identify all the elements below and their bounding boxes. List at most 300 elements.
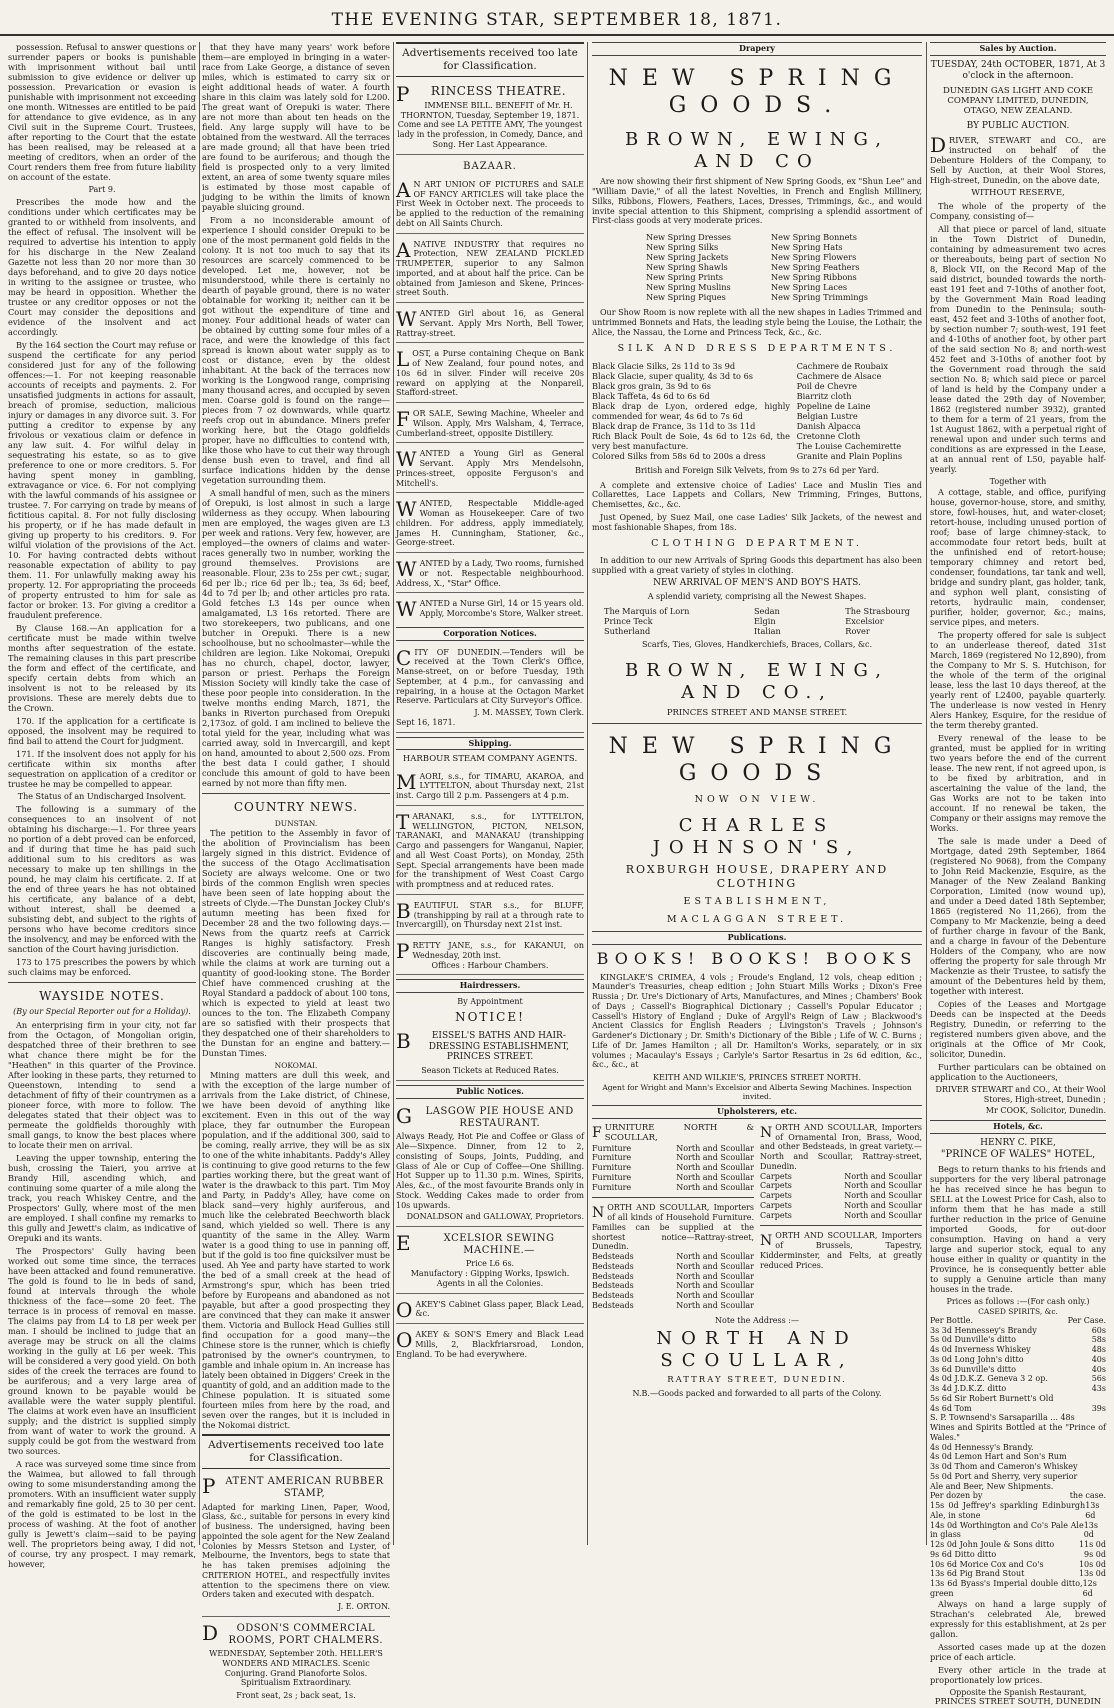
table-row-cell: Carpets bbox=[760, 1210, 792, 1220]
price-row-cell: 14s 0d Worthington and Co's Pale Ale in glass bbox=[930, 1520, 1084, 1540]
table-row bbox=[592, 1262, 754, 1272]
price-row-cell: 3s 3d Hennessey's Brandy bbox=[930, 1325, 1037, 1335]
department-title: SILK AND DRESS DEPARTMENTS. bbox=[617, 343, 897, 355]
ad-heading: HARBOUR STEAM COMPANY AGENTS. bbox=[402, 754, 578, 765]
ad-signature: J. M. MASSEY, Town Clerk. bbox=[474, 708, 584, 718]
ad-address: MACLAGGAN STREET. bbox=[666, 913, 848, 925]
price-row-cell: 4s 0d Hennessy's Brandy. bbox=[930, 1442, 1034, 1452]
ad-body: EISSEL'S BATHS AND HAIR-DRESSING ESTABLISHMENT, PRINCES STREET. bbox=[428, 1030, 570, 1063]
ad-body: OR SALE, Sewing Machine, Wheeler and Wilson. Apply, Mrs Walsham, 4, Terrace, Cumberland-street, opposite Distillery. bbox=[396, 409, 584, 438]
price-row-cell: 10s 6d Morice Cox and Co's bbox=[930, 1559, 1044, 1569]
hotel-address: Opposite the Spanish Restaurant, bbox=[949, 1687, 1087, 1697]
hotel-paragraph: Every other article in the trade at proportionately low prices. bbox=[930, 1664, 1106, 1685]
bedstead-rows bbox=[592, 1252, 754, 1311]
masthead bbox=[0, 0, 1114, 36]
ad-glasgow-pie bbox=[396, 1103, 584, 1227]
price-row-cell: 13s 6d Pig Brand Stout bbox=[930, 1569, 1025, 1579]
list-item: New Spring Dresses bbox=[646, 232, 731, 243]
column-3 bbox=[396, 42, 584, 1545]
price-row bbox=[930, 1452, 1106, 1462]
ad-address: RATTRAY STREET, DUNEDIN. bbox=[667, 1375, 847, 1386]
table-row bbox=[592, 1183, 754, 1193]
table-row bbox=[760, 1211, 922, 1221]
table-row-cell: North and Scoullar bbox=[844, 1171, 922, 1181]
drop-cap: W bbox=[396, 597, 417, 622]
ad-heading: ATENT AMERICAN RUBBER STAMP, bbox=[225, 1476, 384, 1500]
department-title: CLOTHING DEPARTMENT. bbox=[651, 538, 863, 550]
price-row bbox=[930, 1345, 1106, 1355]
section-heading: The Status of an Undischarged Insolvent. bbox=[17, 791, 187, 801]
ad-body: OST, a Purse containing Cheque on Bank of New Zealand, four pound notes, and 10s 6d in silver. Finder will receive 20s reward on applying at the Nonpareil, Stafford-street. bbox=[396, 349, 584, 398]
ad-body: Adapted for marking Linen, Paper, Wood, Glass, &c., suitable for persons in every kind of business. The undersigned, having been appointed the sole agent for the New Zealand Colonies by Messrs Stetson and Lyster, of Melbourne, the Inventors, begs to state that he has taken premises adjoining the CRITERION HOTEL, and respectfully invites attention to the specimens there on view. Orders taken and executed with despatch. bbox=[202, 1502, 390, 1600]
drop-cap: F bbox=[396, 407, 410, 432]
category-header: Hotels, &c. bbox=[930, 1120, 1106, 1134]
ad-taranaki bbox=[396, 809, 584, 895]
table-row-cell: North and Scoullar bbox=[676, 1300, 754, 1310]
table-row bbox=[592, 1163, 754, 1173]
dateline: DUNSTAN. bbox=[274, 818, 318, 828]
list-right bbox=[771, 232, 868, 302]
ad-note: Note the Address :— bbox=[715, 1315, 799, 1325]
price-row bbox=[930, 1579, 1106, 1599]
price-row bbox=[930, 1443, 1106, 1453]
price-row bbox=[930, 1374, 1106, 1384]
price-row-cell: 13s 6d Byass's Imperial double ditto, green bbox=[930, 1579, 1083, 1598]
classified-header: Advertisements received too late for Classification. bbox=[396, 42, 584, 77]
article-paragraph: From a no inconsiderable amount of experience I should consider Orepuki to be one of the most permanent gold fields in the colony. It is not too much to say that its resources are scarcely commenced to be developed. Let me, however, not be misunderstood, while there is certainly no dearth of payable ground, there is no water obtainable for working it; neither can it be got without the expenditure of time and money. Four additional heads of water can be obtained by cutting some four miles of a race, and were the knowledge of this fact spread is known about water supply as to cost or distance, even by the oldest inhabitant. At the back of the terraces now working is the Longwood range, comprising many thousand acres, and occupied by seven men. Coarse gold is found on the range—pieces from 7 oz downwards, while quartz reefs crop out in abundance. Miners prefer working here, but the Otago goldfields proper, have no difficulties to contend with, like those who have to cut their way through dense bush even to travel, and find all surface indications hidden by the dense vegetation surrounding them. bbox=[202, 215, 390, 485]
table-row-cell: North and Scoullar bbox=[844, 1210, 922, 1220]
price-row bbox=[930, 1355, 1106, 1365]
drop-cap: W bbox=[396, 557, 417, 582]
price-row bbox=[930, 1501, 1106, 1521]
hotel-owner: HENRY C. PIKE, bbox=[980, 1137, 1056, 1148]
ad-oakey bbox=[396, 1327, 584, 1363]
drop-cap: A bbox=[396, 237, 411, 262]
drop-cap: P bbox=[202, 1474, 216, 1499]
table-row bbox=[592, 1291, 754, 1301]
column-rule bbox=[926, 42, 927, 1545]
ad-body: KINGLAKE'S CRIMEA, 4 vols ; Froude's England, 12 vols, cheap edition ; Maunder's Treasuries, cheap edition ; John Stuart Mills Works ; Dixon's Free Russia ; Dr. Ure's Dictionary of Arts, Manufactures, and Mines ; Chambers' Book of Days ; Cassell's Biographical Dictionary ; Cassell's Popular Educator ; Cassell's History of England ; Duke of Argyll's Reign of Law ; Blackwood's Ancient Classics for English Readers ; Livingston's Travels ; Johnson's Gardener's Dictionary ; Dr. Smith's Dictionary of the Bible ; Life of W. C. Burns ; Life of Dr. James Hamilton ; all Dr. Hamilton's Works, separately, or in six volumes ; Macaulay's Essays ; Carlyle's Sartor Resartus in 2s 6d edition, &c., &c., &c., at bbox=[592, 972, 922, 1070]
list-item: Cachmere de Roubaix bbox=[796, 360, 888, 371]
table-row-cell: Bedsteads bbox=[592, 1300, 634, 1310]
ad-body: Agent for Wright and Mann's Excelsior and Alberta Sewing Machines. Inspection invited. bbox=[602, 1082, 912, 1101]
ad-body: Are now showing their first shipment of New Spring Goods, ex "Shun Lee" and "William Davie," of all the latest Novelties, in French and English Millinery, Silks, Ribbons, Flowers, Feathers, Laces, Dresses, Trimmings, &c., and would invite special attention to this Shipment, comprising a splendid assortment of First-class goods at very moderate prices. bbox=[592, 177, 922, 226]
table-row-cell: North and Scoullar bbox=[844, 1191, 922, 1201]
table-row bbox=[760, 1181, 922, 1191]
column-1 bbox=[8, 42, 196, 1569]
ad-wanted bbox=[396, 596, 584, 623]
list-item: Granite and Plain Poplins bbox=[796, 450, 903, 461]
price-row-cell: 4s 0d Inverness Whiskey bbox=[930, 1345, 1031, 1355]
auction-paragraph: Every renewal of the lease to be granted, must be applied for in writing two years before the end of the current lease. The new rent, if not agreed upon, is to be fixed by arbitration, and in ascertaining the value of the land, the Gas Works are not to be taken into account. If no renewal be taken, the Company or their assigns may remove the Works. bbox=[930, 732, 1106, 833]
ad-title: BOOKS! BOOKS! BOOKS bbox=[596, 949, 918, 969]
ad-address: PRINCES STREET AND MANSE STREET. bbox=[666, 707, 848, 718]
ad-footer: Offices : Harbour Chambers. bbox=[431, 960, 549, 970]
ad-body: NATIVE INDUSTRY that requires no Protection, NEW ZEALAND PICKLED TRUMPETER, superior to any Salmon imported, and at about half the price. Can be obtained from Jamieson and Skene, Princes-street South. bbox=[396, 239, 584, 298]
article-paragraph: The petition to the Assembly in favor of the abolition of Provincialism has been largely signed in this district. Evidence of the success of the Otago Acclimatisation Society are always welcome. One or two birds of the common English wren species have been seen of late hopping about the streets of Clyde.—The Dunstan Jockey Club's autumn meeting has been fixed for December 28 and the two following days.—News from the quartz reefs at Carrick Ranges is highly satisfactory. Fresh discoveries are continually being made, while the claims at work are turning out a quantity of good-looking stone. The Border Chief have commenced crushing at the Royal Standard a paddock of about 100 tons, which is expected to yield at least two ounces to the ton. The Elizabeth Company are so satisfied with their prospects that they despatched one of their shareholders to the Dunstan for an engine and battery.—Dunstan Times. bbox=[202, 827, 390, 1058]
table-row-cell: Carpets bbox=[760, 1181, 792, 1191]
hotel-name: "PRINCE OF WALES" HOTEL, bbox=[940, 1148, 1096, 1160]
ad-body: EAUTIFUL STAR s.s., for BLUFF, (transhipping by rail at a through rate to Invercargill), on Thursday next 21st inst. bbox=[396, 900, 584, 930]
drop-cap: M bbox=[396, 769, 417, 794]
ad-body: AKEY'S Cabinet Glass paper, Black Lead, &c. bbox=[415, 1299, 584, 1319]
table-row-cell: Furniture bbox=[592, 1143, 632, 1153]
ad-body bbox=[592, 1203, 754, 1252]
ad-date: Sept 16, 1871. bbox=[396, 717, 456, 727]
table-row bbox=[592, 1144, 754, 1154]
price-row bbox=[930, 1394, 1106, 1404]
ad-subheading: NOW ON VIEW. bbox=[694, 793, 820, 805]
ad-subheading: By Appointment bbox=[457, 997, 523, 1007]
price-heading: Prices as follows :—(For cash only.) bbox=[946, 1297, 1090, 1306]
price-row-cell: 5s 0d Dunville's ditto bbox=[930, 1335, 1016, 1345]
ad-body bbox=[760, 1231, 922, 1270]
table-row-cell: North and Scoullar bbox=[676, 1163, 754, 1173]
ad-subheading: ROXBURGH HOUSE, DRAPERY AND CLOTHING bbox=[625, 863, 889, 890]
ad-body: Our Show Room is now replete with all the new shapes in Ladies Trimmed and untrimmed Bonnets and Hats, the leading style being the Louise, the Lothair, the Alice, the Nassau, the Lorne and Princess Teck, &c., &c. bbox=[592, 308, 922, 337]
drop-cap: N bbox=[592, 1205, 605, 1222]
price-subheading: Ale and Beer, New Shipments. bbox=[930, 1481, 1054, 1491]
ad-trumpeter bbox=[396, 237, 584, 304]
ad-body: RETTY JANE, s.s., for KAKANUI, on Wednesday, 20th inst. bbox=[412, 941, 584, 960]
price-col-label: Per Bottle. bbox=[930, 1315, 974, 1325]
ad-oakey bbox=[396, 1297, 584, 1325]
ad-title: NORTH AND SCOULLAR, bbox=[656, 1328, 858, 1372]
category-header: Shipping. bbox=[396, 737, 584, 751]
price-row bbox=[930, 1462, 1106, 1472]
list-col bbox=[845, 606, 910, 636]
list-item: Rover bbox=[845, 626, 870, 637]
price-row bbox=[930, 1365, 1106, 1375]
price-row bbox=[930, 1560, 1106, 1570]
category-header: Upholsterers, etc. bbox=[592, 1105, 922, 1119]
divider bbox=[592, 1197, 754, 1198]
price-row-cell: 4s 0d Lemon Hart and Son's Rum bbox=[930, 1452, 1067, 1462]
ad-heading: XCELSIOR SEWING MACHINE.— bbox=[443, 1233, 555, 1257]
price-subheading: CASED SPIRITS, &c. bbox=[978, 1306, 1058, 1316]
price-row-cell: 12s 6d bbox=[1082, 1579, 1097, 1598]
drop-cap: O bbox=[396, 1328, 413, 1353]
table-row-cell: Bedsteads bbox=[592, 1252, 634, 1262]
ad-body: Manufactory : Gipping Works, Ipswich. Agents in all the Colonies. bbox=[410, 1269, 570, 1288]
ad-body: ANTED by a Lady, Two rooms, furnished or not. Respectable neighbourhood. Address, X., "Star" Office. bbox=[396, 559, 584, 588]
ad-body: ANTED a Young Girl as General Servant. Apply Mrs Mendelsohn, Princes-street, opposite Ferguson's and Mitchell's. bbox=[396, 449, 584, 488]
price-row-cell: 3s 0d Thom and Cameron's Whiskey bbox=[930, 1462, 1078, 1472]
column-rule bbox=[393, 42, 394, 1545]
drop-cap: B bbox=[396, 898, 411, 923]
auction-signature: DRIVER STEWART and CO., At their Wool Stores, High-street, Dunedin ; bbox=[935, 1084, 1106, 1104]
drop-cap: L bbox=[396, 347, 410, 372]
price-row-cell: 9s 6d Ditto ditto bbox=[930, 1549, 997, 1559]
drop-cap: D bbox=[930, 132, 947, 157]
price-list bbox=[930, 1326, 1106, 1414]
price-col-label: Per Case. bbox=[1067, 1315, 1106, 1325]
ad-dodson bbox=[202, 1620, 390, 1705]
list-item: Colored Silks from 58s 6d to 200s a dress bbox=[592, 450, 766, 461]
auction-company: DUNEDIN GAS LIGHT AND COKE COMPANY LIMITED, DUNEDIN, OTAGO, NEW ZEALAND. bbox=[942, 85, 1094, 117]
price-row bbox=[930, 1550, 1106, 1560]
article-title: WAYSIDE NOTES. bbox=[39, 988, 165, 1003]
ad-body-text: ORTH AND SCOULLAR, Importers of Brussels, Tapestry, Kidderminster, and Felts, at greatly reduced Prices. bbox=[760, 1231, 922, 1270]
spring-goods-list bbox=[592, 232, 922, 302]
price-row-cell: 13s 6d bbox=[1085, 1501, 1100, 1520]
furniture-rows bbox=[592, 1144, 754, 1193]
price-header-row bbox=[930, 1316, 1106, 1326]
list-item: New Spring Laces bbox=[770, 282, 848, 293]
ad-body: Always Ready, Hot Pie and Coffee or Glass of Ale—Sixpence. Dinner, from 12 to 2, consisting of Soups, Joints, Pudding, and Glass of Ale or Cup of Coffee—One Shilling. Hot Supper up to 11.30 p.m. Wines, Spirits, Ales, &c., of the most favourite Brands only in Stock. Wedding Cakes made to order from 10s upwards. bbox=[396, 1132, 584, 1210]
table-row-cell: Carpets bbox=[760, 1191, 792, 1201]
wine-list bbox=[930, 1443, 1106, 1482]
price-row-cell: 13s 0d bbox=[1078, 1569, 1106, 1579]
list-item: Belgian Lustre bbox=[796, 410, 858, 421]
auction-text-body: RIVER, STEWART and CO., are instructed on behalf of the Debenture Holders of the Company, to Sell by Auction, at their Wool Stores, High-street, Dunedin, on the above date, bbox=[930, 134, 1106, 185]
auction-signature: Mr COOK, Solicitor, Dunedin. bbox=[985, 1106, 1106, 1116]
ad-pretty-jane bbox=[396, 938, 584, 975]
auction-paragraph: The whole of the property of the Company, consisting of— bbox=[930, 201, 1106, 222]
table-row-cell: Furniture bbox=[592, 1182, 632, 1192]
table-row-cell: Bedsteads bbox=[592, 1291, 634, 1301]
list-item: Biarritz cloth bbox=[796, 390, 852, 401]
table-row-cell: North and Scoullar bbox=[676, 1281, 754, 1291]
price-row bbox=[930, 1569, 1106, 1579]
ad-heading: LASGOW PIE HOUSE AND RESTAURANT. bbox=[425, 1105, 574, 1130]
list-item: Black drap de Lyon, ordered edge, highly commended for wear, 4s 6d to 7s 6d bbox=[592, 400, 790, 421]
article-paragraph: 173 to 175 prescribes the powers by which such claims may be enforced. bbox=[8, 956, 196, 977]
section-heading: Part 9. bbox=[88, 185, 116, 194]
list-item: New Spring Trimmings bbox=[770, 292, 868, 303]
list-item: Elgin bbox=[753, 616, 776, 627]
column-rule bbox=[199, 42, 200, 1545]
table-row bbox=[592, 1252, 754, 1262]
table-row-cell: North and Scoullar bbox=[844, 1181, 922, 1191]
article-paragraph: possession. Refusal to answer questions or surrender papers or books is punishable with imprisonment without bail until submission to give evidence or deliver up possession. Prevarication or evasion is punishable with imprisonment not exceeding one month. Witnesses are entitled to be paid for attendance to give evidence, as in any Civil suit in the Supreme Court. Trustees, after reporting to the Court that the estate has been realised, may be released at a meeting of creditors, when an order of the Court renders them free from future liability on account of the estate. bbox=[8, 42, 196, 182]
hotel-paragraph: Assorted cases made up at the dozen price of each article. bbox=[930, 1641, 1106, 1662]
price-row-cell: 12s 0d John Joule & Sons ditto bbox=[930, 1540, 1055, 1550]
ad-subheading: NEW ARRIVAL OF MEN'S AND BOY'S HATS. bbox=[653, 578, 861, 589]
list-item: New Spring Shawls bbox=[646, 262, 728, 273]
list-item: Prince Teck bbox=[604, 616, 653, 627]
list-item: The Marquis of Lorn bbox=[604, 606, 690, 617]
hotel-address: PRINCES STREET SOUTH, DUNEDIN bbox=[934, 1697, 1102, 1708]
drop-cap: W bbox=[396, 307, 417, 332]
list-left bbox=[646, 232, 731, 302]
table-row-cell: North and Scoullar bbox=[676, 1252, 754, 1262]
newspaper-title: THE EVENING STAR, SEPTEMBER 18, 1871. bbox=[331, 10, 783, 30]
list-item: Poil de Chevre bbox=[796, 380, 858, 391]
price-row bbox=[930, 1521, 1106, 1541]
auction-paragraph: A cottage, stable, and office, purifying house, governor-house, store, and smithy, store, fowl-houses, hut, and water-closet; retort-house, including unused portion of roof; base of large chimney-stack, to accommodate four retort beds, built at the unfinished end of retort-house; temporary chimney and retort bed, condenser, foundations, tar tank and well, bridge and sundry plant, gas holder, tank, and syphon well plant, consisting of retorts, hydraulic main, condenser, purifier, holder, governor, &c.; mains, service pipes, and meters. bbox=[930, 486, 1106, 627]
ad-city-dunedin bbox=[396, 645, 584, 733]
drop-cap: B bbox=[396, 1028, 411, 1053]
price-row-cell: 10s 0d bbox=[1078, 1559, 1106, 1569]
article-paragraph: By Clause 168.—An application for a certificate must be made within twelve months after sequestration of the estate. The remaining clauses in this part prescribe the form and effect of the certificate, and specify certain debts from which an insolvent is not to be released by its provisions. These are merely debts due to the Crown. bbox=[8, 622, 196, 713]
list-item: New Spring Muslins bbox=[646, 282, 731, 293]
price-row bbox=[930, 1384, 1106, 1394]
ad-body: Just Opened, by Suez Mail, one case Ladies' Silk Jackets, of the newest and most fashionable Shapes, from 18s. bbox=[592, 512, 922, 532]
drop-cap: W bbox=[396, 447, 417, 472]
drop-cap: N bbox=[760, 1233, 773, 1250]
ad-note: N.B.—Goods packed and forwarded to all parts of the Colony. bbox=[632, 1388, 882, 1398]
price-row-cell: 39s bbox=[1091, 1403, 1106, 1413]
list-item: Black drap de France, 3s 11d to 3s 11d bbox=[592, 420, 756, 431]
article-paragraph: A small handful of men, such as the miners of Orepuki, is lost almost in such a large wilderness as they occupy. When labouring men are employed, the wages given are L3 per week and rations. Very few, however, are employed—the owners of claims and water-races generally two in number, working the ground themselves. Provisions are reasonable. Flour, 23s to 25s per cwt.; sugar, 6d per lb.; rice 6d per lb.; tea, 3s 6d; beef, 4d to 7d per lb; and other articles pro rata. Gold fetches L3 14s per ounce when amalgamated, L3 16s retorted. There are two storekeepers, two publicans, and one butcher in Orepuki. There is a new schoolhouse, but no schoolmaster—while the children are legion. Like Nokomai, Orepuki has no church, chapel, doctor, lawyer, parson or priest. Perhaps the Foreign Mission Society will kindly take the case of these poor people into consideration. In the twelve months ending March, 1871, the banks in Riverton purchased from Orepuki 2,173oz. of gold. I am inclined to believe the total yield for the year, including what was carried away, sold in Invercargill, and kept on hand, amounted to about 2,500 ozs. From the best data I could gather, I should conclude this amount of gold to have been earned by not more than fifty men. bbox=[202, 488, 390, 788]
auction-paragraph: The property offered for sale is subject to an underlease thereof, dated 31st March, 1869 (registered No 12,890), from the Company to Mr S. S. Hutchison, for the whole of the term of the original lease, less the last 10 days thereof, at the yearly rent of L2400, payable quarterly. The underlease is now vested in Henry Alers Hankey, Esquire, for the residue of the term thereby granted. bbox=[930, 629, 1106, 730]
ad-footer: Front seat, 2s ; back seat, 1s. bbox=[236, 1691, 356, 1701]
ad-signature: J. E. ORTON. bbox=[338, 1602, 390, 1612]
ad-title: NEW SPRING GOODS bbox=[608, 734, 906, 787]
category-header: Drapery bbox=[592, 42, 922, 56]
category-header: Public Notices. bbox=[396, 1085, 584, 1099]
ad-wanted bbox=[396, 446, 584, 493]
article-paragraph: that they have many years' work before them—are employed in bringing in a water-race from Lake George, a distance of seven miles, which is estimated to carry six or eight additional heads of water. A fourth share in this claim was lately sold for L200. The great want of Orepuki is water. There are not more than about ten heads on the field. Any large supply will have to be obtained from the westward. All the terraces are made ground; all that have been tried are found to be auriferous; and though the field is prospected only to a very limited extent, an area of some twenty square miles is estimated by those most capable of judging to be within the limits of known payable sluicing ground. bbox=[202, 42, 390, 212]
table-row bbox=[760, 1191, 922, 1201]
table-row-cell: Carpets bbox=[760, 1200, 792, 1210]
list-item: Black Glacie, super quality, 4s 3d to 6s bbox=[592, 370, 754, 381]
list-item: New Spring Ribbons bbox=[770, 272, 857, 283]
ad-bazaar bbox=[396, 177, 584, 234]
list-item: Popeline de Laine bbox=[796, 400, 871, 411]
price-row bbox=[930, 1472, 1106, 1482]
list-right bbox=[797, 361, 922, 461]
price-row-cell: 3s 4d J.D.K.Z. ditto bbox=[930, 1384, 1007, 1394]
drop-cap: F bbox=[592, 1124, 602, 1141]
table-row-cell: Furniture bbox=[592, 1172, 632, 1182]
article-paragraph: The following is a summary of the consequences to an insolvent of not obtaining his discharge:—1. For three years no portion of a debt proved can be enforced, and if during that time he has paid such additional sum to his creditors as was necessary to make up ten shillings in the pound, he may claim his certificate. 2. If at the end of three years he has not obtained his certificate, any balance of a debt, without interest, shall be deemed a subsisting debt, and subject to the rights of persons who have become creditors since the insolvency, and may be enforced with the sanction of the Court having jurisdiction. bbox=[8, 803, 196, 954]
list-item: New Spring Bonnets bbox=[770, 232, 857, 243]
list-item: New Spring Prints bbox=[646, 272, 723, 283]
table-row-cell: Carpets bbox=[760, 1171, 792, 1181]
price-row-cell: 9s 0d bbox=[1084, 1549, 1106, 1559]
upholsterers-ads bbox=[592, 1123, 922, 1311]
category-header: Corporation Notices. bbox=[396, 627, 584, 641]
ad-heading: BAZAAR. bbox=[463, 160, 517, 172]
price-header-row bbox=[930, 1491, 1106, 1501]
list-item: Sutherland bbox=[604, 626, 651, 637]
list-left bbox=[592, 361, 790, 461]
dateline: NOKOMAI. bbox=[274, 1060, 318, 1070]
ad-body: British and Foreign Silk Velvets, from 9s to 27s 6d per Yard. bbox=[634, 465, 880, 475]
drop-cap: N bbox=[760, 1124, 773, 1141]
price-row-cell: 11s 0d bbox=[1078, 1540, 1106, 1550]
divider bbox=[8, 982, 196, 983]
table-row bbox=[592, 1281, 754, 1291]
table-row-cell: North and Scoullar bbox=[676, 1172, 754, 1182]
list-item: The Louise Cachemirette bbox=[796, 440, 902, 451]
ad-body: WEDNESDAY, September 20th. HELLER'S WONDERS AND MIRACLES. Scenic Conjuring. Grand Pianoforte Solos. Spiritualism Extraordinary. bbox=[209, 1649, 383, 1688]
list-item: Sedan bbox=[753, 606, 780, 617]
ad-body-text: ORTH AND SCOULLAR, Importers of Ornamental Iron, Brass, Wood, and other Bedsteads, in great variety.—North and Scoullar, Rattray-street, Dunedin. bbox=[760, 1122, 922, 1171]
article-paragraph: A race was surveyed some time since from the Waimea, but allowed to fall through owing to some misunderstanding among the promoters. With an insufficient water supply and remarkably fine gold, 25 to 30 per cent. of the gold is estimated to be lost in the process of washing. At the foot of another gully is Jewett's claim—said to be paying well. The proprietors being away, I did not, of course, try any prospect. I may remark, however, bbox=[8, 1458, 196, 1569]
ad-heading: NOTICE! bbox=[455, 1009, 525, 1024]
ad-body: ANTED a Nurse Girl, 14 or 15 years old. Apply, Morcombe's Store, Walker street. bbox=[419, 599, 584, 619]
drop-cap: P bbox=[396, 82, 410, 107]
table-row-cell: North and Scoullar bbox=[676, 1291, 754, 1301]
list-item: Excelsior bbox=[845, 616, 884, 627]
ad-signature: KEITH AND WILKIE'S, PRINCES STREET NORTH. bbox=[653, 1073, 861, 1083]
article-paragraph: The Prospectors' Gully having been worked out some time since, the terraces have been attacked and found remunerative. The gold is found to lie in beds of sand, found at intervals through the whole thickness of the face—some 20 feet. The terrace is in process of removal en masse. The claims pay from L4 to L8 per week per man. I should be inclined to judge that an average may be struck on all the claims working in the gully at L6 per week. This will be considered a very good yield. On both sides of the creek the terraces are found to be auriferous; and a very large area of ground known to be payable would be available were the water supply plentiful. The claims at work even have an insufficient supply; and the district is supplied simply from want of water to work the ground. A supply could be got from the westward from two sources. bbox=[8, 1245, 196, 1456]
hats-list bbox=[592, 606, 922, 636]
classified-header: Advertisements received too late for Classification. bbox=[202, 1434, 390, 1469]
drop-cap: D bbox=[202, 1620, 219, 1645]
ad-body: N ART UNION OF PICTURES and SALE OF FANCY ARTICLES will take place the First Week in October next. The proceeds to be applied to the reduction of the remaining debt on All Saints Church. bbox=[396, 179, 584, 228]
list-item: Cachmere de Alsace bbox=[796, 370, 882, 381]
carpet-rows bbox=[760, 1172, 922, 1221]
list-item: New Spring Flowers bbox=[770, 252, 857, 263]
list-item: New Spring Hats bbox=[770, 242, 843, 253]
ad-body: ANTED Girl about 16, as General Servant. Apply Mrs North, Bell Tower, Rattray-street. bbox=[396, 309, 584, 338]
ad-body: A complete and extensive choice of Ladies' Lace and Muslin Ties and Collarettes, Lace Lappets and Collars, New Trimming, Fringes, Buttons, Chemisettes, &c., &c. bbox=[592, 480, 922, 510]
table-row bbox=[760, 1172, 922, 1182]
ad-excelsior bbox=[396, 1230, 584, 1294]
price-row-cell: 56s bbox=[1091, 1374, 1106, 1384]
ad-wanted bbox=[396, 496, 584, 553]
uph-right bbox=[760, 1123, 922, 1311]
drop-cap: W bbox=[396, 497, 417, 522]
table-row-cell: North and Scoullar bbox=[676, 1271, 754, 1281]
price-row bbox=[930, 1404, 1106, 1414]
price-row bbox=[930, 1335, 1106, 1345]
table-row bbox=[760, 1201, 922, 1211]
ad-body: ANTED, Respectable Middle-aged Woman as Housekeeper. Care of two children. For address, apply immediately, James H. Cunningham, Stationer, &c., George-street. bbox=[396, 499, 584, 548]
table-row-cell: Bedsteads bbox=[592, 1281, 634, 1291]
price-row-cell: 13s 0d bbox=[1083, 1520, 1098, 1540]
list-item: New Spring Silks bbox=[646, 242, 719, 253]
auction-subheading: Together with bbox=[989, 477, 1047, 487]
price-row-cell: 40s bbox=[1091, 1364, 1106, 1374]
list-col bbox=[604, 606, 689, 636]
table-row-cell: Furniture bbox=[592, 1153, 632, 1163]
article-paragraph: Leaving the upper township, entering the bush, crossing the Taieri, you arrive at Brandy Hill, ascending which, and continuing some quarter of a mile along the track, you reach Whiskey Centre, and the Prospectors' Gully, where most of the men are employed. I shall confine my remarks to this gully and Jewett's claim, as indicative of Orepuki and its wants. bbox=[8, 1152, 196, 1243]
price-row-cell: 5s 6d Sir Robert Burnett's Old bbox=[930, 1393, 1054, 1403]
column-5 bbox=[930, 42, 1106, 1708]
ad-body: In addition to our new Arrivals of Spring Goods this department has also been supplied with a great variety of styles in clothing. bbox=[592, 555, 922, 575]
ad-subheading: ESTABLISHMENT, bbox=[683, 896, 831, 908]
category-header: Sales by Auction. bbox=[930, 42, 1106, 56]
price-row bbox=[930, 1540, 1106, 1550]
article-title: COUNTRY NEWS. bbox=[233, 800, 359, 814]
ad-princess-theatre bbox=[396, 81, 584, 154]
list-item: Danish Alpacca bbox=[796, 420, 861, 431]
price-row-cell: 5s 0d Port and Sherry, very superior bbox=[930, 1471, 1078, 1481]
category-header: Publications. bbox=[592, 931, 922, 945]
price-row-cell: 58s bbox=[1091, 1335, 1106, 1345]
auction-paragraph: All that piece or parcel of land, situate in the Town District of Dunedin, containing by admeasurement two acres or thereabouts, being part of section No 8, Block VII, on the Record Map of the said district, bounded towards the north-east 191 feet and 7-10ths of another foot, by the Government Main Road leading from Dunedin to the Peninsula; south-east, 452 feet and 3-10ths of another foot, by section number 7; south-west, 191 feet and 4-10ths of another foot, by other part of the said section No 8; and north-west 452 feet and 3-10ths of another foot by the Government road through the said section No. 8; which said piece or parcel of land is held by the Company under a lease dated the 29th day of November, 1862 (registered number 3932), granted to them for a term of 21 years, from the 1st August 1862, with a perpetual right of renewal upon and under such terms and conditions as are expressed in the Lease, at an annual rent of L50, payable half-yearly. bbox=[930, 224, 1106, 475]
ad-lost bbox=[396, 346, 584, 403]
price-row-cell: 48s bbox=[1091, 1345, 1106, 1355]
article-paragraph: An enterprising firm in your city, not far from the Octagon, of Mongolian origin, despatched three of their brethren to see what chance there might be for the "Heathen" in this quarter of the Province. After looking in these parts, they returned to Queenstown, intending to send a detachment of fifty of their countrymen as a pioneer force, with more to follow. The delegates stated that their object was to permeate the goldfields thoroughly with small gangs, to know the best places where to locate their men on arrival. bbox=[8, 1019, 196, 1150]
list-item: New Spring Feathers bbox=[770, 262, 860, 273]
ad-body: A splendid variety, comprising all the Newest Shapes. bbox=[647, 592, 867, 602]
drop-cap: G bbox=[396, 1103, 413, 1128]
price-row-cell: 3s 6d Dunville's ditto bbox=[930, 1364, 1016, 1374]
drop-cap: O bbox=[396, 1297, 413, 1322]
drop-cap: T bbox=[396, 809, 410, 834]
table-row bbox=[592, 1173, 754, 1183]
ad-beissel bbox=[396, 1028, 584, 1082]
hotel-paragraph: Always on hand a large supply of Strachan's celebrated Ale, brewed expressly for this establishment, at 2s per gallon. bbox=[930, 1598, 1106, 1639]
drop-cap: A bbox=[396, 177, 411, 202]
article-paragraph: Prescribes the mode how and the conditions under which certificates may be granted to or withheld from insolvents, and the effect of refusal. The insolvent will be required to advertise his intention to apply for his discharge in the New Zealand Gazette not less than 20 nor more than 30 days beforehand, and to give 20 days notice in writing to the assignee or trustee, who may be heard in opposition. Whether the trustee or any creditor opposes or not the Court may consider the depositions and evidence of the insolvent and act accordingly. bbox=[8, 196, 196, 337]
list-item: Cretonne Cloth bbox=[796, 430, 861, 441]
ad-heading: RINCESS THEATRE. bbox=[430, 84, 567, 99]
ad-footer: Season Tickets at Reduced Rates. bbox=[421, 1066, 559, 1076]
table-row-cell: Furniture bbox=[592, 1163, 632, 1173]
silk-list bbox=[592, 361, 922, 461]
auction-heading: BY PUBLIC AUCTION. bbox=[966, 120, 1070, 131]
table-row bbox=[592, 1301, 754, 1311]
column-4 bbox=[592, 42, 922, 1545]
table-row-cell: North and Scoullar bbox=[676, 1153, 754, 1163]
